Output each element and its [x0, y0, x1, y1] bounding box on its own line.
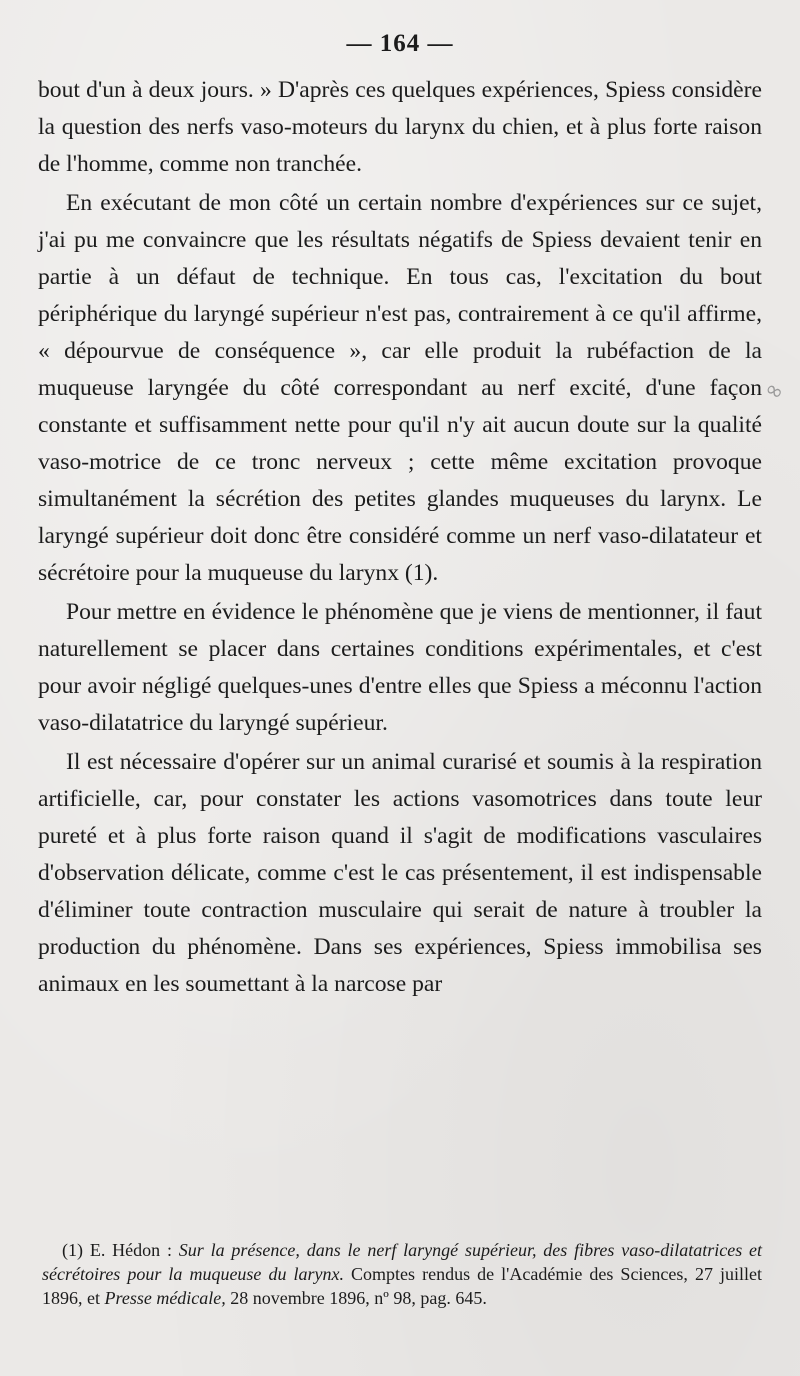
body-text: [38, 72, 762, 1003]
margin-annotation: ∞: [760, 376, 789, 407]
footnote-author: E. Hédon :: [89, 1240, 172, 1260]
footnote: [42, 1238, 762, 1310]
footnote-title: Sur la présence, dans le nerf laryngé supérieur, des fibres vaso-dilatatrices et sécrétoires pour la muqueuse du larynx.: [42, 1240, 763, 1284]
footnote-journal: Presse médicale,: [104, 1288, 226, 1308]
paragraph-2: En exécutant de mon côté un certain nombre d'expériences sur ce sujet, j'ai pu me convaincre que les résultats négatifs de Spiess devaient tenir en partie à un défaut de technique. En tous cas, l'excitation du bout périphérique du laryngé supérieur n'est pas, contrairement à ce qu'il affirme, « dépourvue de conséquence », car elle produit la rubéfaction de la muqueuse laryngée du côté correspondant au nerf excité, d'une façon constante et suffisamment nette pour qu'il n'y ait aucun doute sur la qualité vaso-motrice de ce tronc nerveux ; cette même excitation provoque simultanément la sécrétion des petites glandes muqueuses du larynx. Le laryngé supérieur doit donc être considéré comme un nerf vaso-dilatateur et sécrétoire pour la muqueuse du larynx (1).: [38, 190, 762, 586]
paragraph-3: Pour mettre en évidence le phénomène que je viens de mentionner, il faut naturellement se placer dans certaines conditions expérimentales, et c'est pour avoir négligé quelques-unes d'entre elles que Spiess a méconnu l'action vaso-dilatatrice du laryngé supérieur.: [38, 599, 762, 736]
footnote-date: 28 novembre 1896, nº 98, pag. 645.: [230, 1288, 487, 1308]
paragraph-1: bout d'un à deux jours. » D'après ces quelques expériences, Spiess considère la question des nerfs vaso-moteurs du larynx du chien, et à plus forte raison de l'homme, comme non tranchée.: [38, 77, 762, 177]
footnote-number: (1): [62, 1240, 83, 1260]
footnote-source: Comptes rendus de l'Académie des Sciences, 27 juillet 1896, et: [42, 1264, 762, 1308]
page-number: — 164 —: [346, 30, 454, 57]
paragraph-4: Il est nécessaire d'opérer sur un animal curarisé et soumis à la respiration artificielle, car, pour constater les actions vasomotrices dans toute leur pureté et à plus forte raison quand il s'agit de modifications vasculaires d'observation délicate, comme c'est le cas présentement, il est indispensable d'éliminer toute contraction musculaire qui serait de nature à troubler la production du phénomène. Dans ses expériences, Spiess immobilisa ses animaux en les soumettant à la narcose par: [38, 749, 762, 997]
